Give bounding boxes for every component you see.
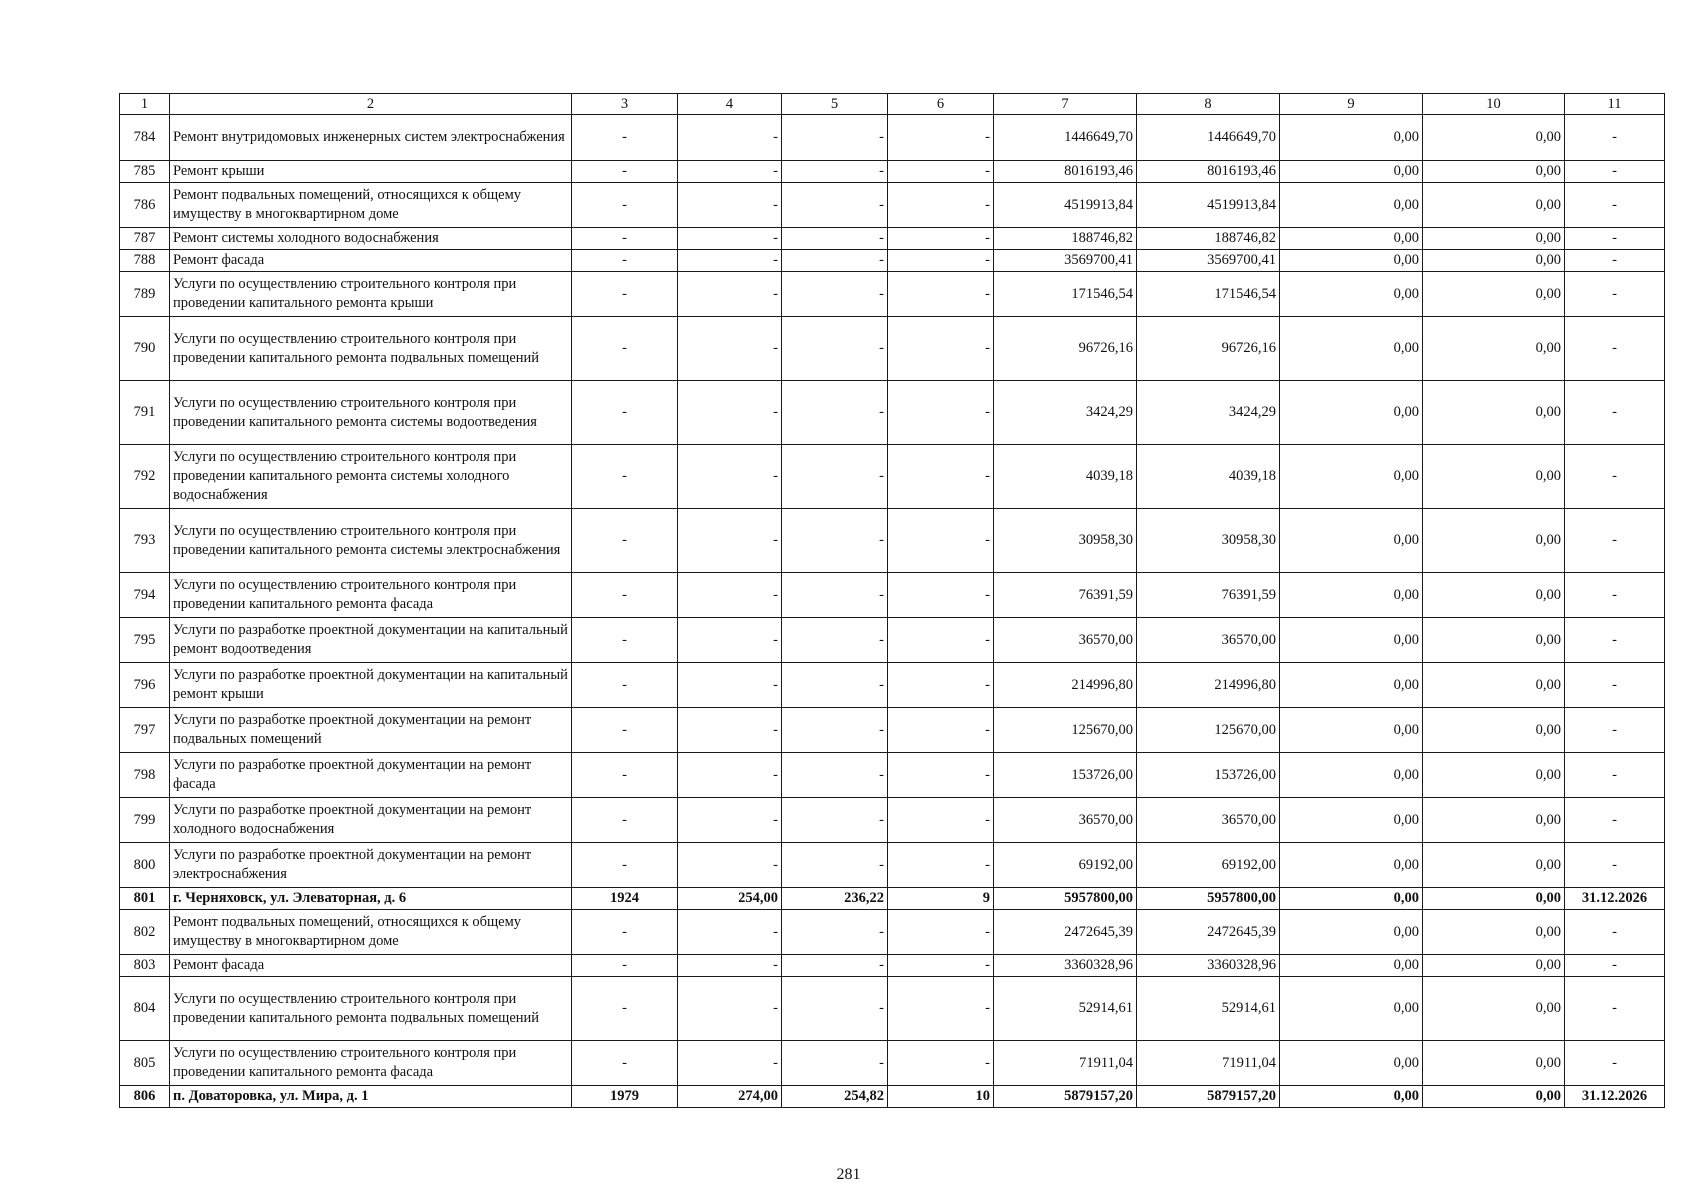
cell-col3: 1979 [572,1086,678,1108]
cell-col5: - [782,317,888,381]
cell-col3: - [572,183,678,228]
cell-col6: - [888,910,994,955]
cell-col4: - [678,708,782,753]
cell-col11: - [1565,381,1665,445]
row-name: Услуги по осуществлению строительного контроля при проведении капитального ремонта системы электроснабжения [170,509,572,573]
cell-col7: 5957800,00 [994,888,1137,910]
cell-col3: - [572,381,678,445]
cell-col7: 153726,00 [994,753,1137,798]
cell-col8: 8016193,46 [1137,161,1280,183]
cell-col9: 0,00 [1280,843,1423,888]
cell-col6: - [888,183,994,228]
cell-col10: 0,00 [1423,977,1565,1041]
cell-col5: - [782,1041,888,1086]
cell-col7: 5879157,20 [994,1086,1137,1108]
row-name: Услуги по осуществлению строительного контроля при проведении капитального ремонта системы водоотведения [170,381,572,445]
cell-col8: 214996,80 [1137,663,1280,708]
row-name: Услуги по осуществлению строительного контроля при проведении капитального ремонта подвальных помещений [170,977,572,1041]
cell-col5: 236,22 [782,888,888,910]
table-row [120,115,1665,161]
cell-col4: - [678,250,782,272]
cell-col9: 0,00 [1280,228,1423,250]
cell-col9: 0,00 [1280,910,1423,955]
cell-col3: - [572,663,678,708]
cell-col3: - [572,753,678,798]
cell-col6: 10 [888,1086,994,1108]
cell-col8: 5957800,00 [1137,888,1280,910]
col-header: 3 [572,94,678,115]
cell-col11: - [1565,445,1665,509]
cell-col4: - [678,573,782,618]
cell-col4: - [678,445,782,509]
cell-col10: 0,00 [1423,183,1565,228]
cell-col10: 0,00 [1423,955,1565,977]
cell-col10: 0,00 [1423,843,1565,888]
table-row [120,272,1665,317]
row-number: 792 [120,445,170,509]
cell-col10: 0,00 [1423,910,1565,955]
row-name: Ремонт крыши [170,161,572,183]
col-header: 6 [888,94,994,115]
row-name: Услуги по разработке проектной документации на ремонт электроснабжения [170,843,572,888]
cell-col9: 0,00 [1280,317,1423,381]
cell-col3: - [572,228,678,250]
table-row [120,843,1665,888]
row-number: 790 [120,317,170,381]
cell-col5: - [782,708,888,753]
cell-col11: - [1565,228,1665,250]
cell-col11: - [1565,618,1665,663]
table-row [120,445,1665,509]
cell-col9: 0,00 [1280,573,1423,618]
cell-col3: - [572,161,678,183]
col-header: 11 [1565,94,1665,115]
cell-col8: 3424,29 [1137,381,1280,445]
cell-col9: 0,00 [1280,618,1423,663]
cell-col10: 0,00 [1423,888,1565,910]
cell-col5: - [782,663,888,708]
cell-col3: - [572,250,678,272]
cell-col11: - [1565,708,1665,753]
row-name: п. Доваторовка, ул. Мира, д. 1 [170,1086,572,1108]
cell-col6: - [888,509,994,573]
cell-col7: 8016193,46 [994,161,1137,183]
cell-col6: - [888,317,994,381]
table-row [120,509,1665,573]
table-row [120,1086,1665,1108]
table-row [120,1041,1665,1086]
cell-col6: - [888,250,994,272]
row-name: г. Черняховск, ул. Элеваторная, д. 6 [170,888,572,910]
table-row [120,977,1665,1041]
cell-col5: - [782,250,888,272]
cell-col7: 1446649,70 [994,115,1137,161]
cell-col9: 0,00 [1280,753,1423,798]
cell-col11: - [1565,977,1665,1041]
cell-col8: 171546,54 [1137,272,1280,317]
col-header: 4 [678,94,782,115]
cell-col7: 76391,59 [994,573,1137,618]
col-header: 7 [994,94,1137,115]
row-name: Услуги по разработке проектной документации на ремонт фасада [170,753,572,798]
cell-col4: 274,00 [678,1086,782,1108]
cell-col3: - [572,115,678,161]
cell-col11: 31.12.2026 [1565,1086,1665,1108]
cell-col7: 2472645,39 [994,910,1137,955]
cell-col4: - [678,228,782,250]
cell-col9: 0,00 [1280,445,1423,509]
col-header: 2 [170,94,572,115]
cell-col9: 0,00 [1280,509,1423,573]
cell-col6: - [888,1041,994,1086]
cell-col5: 254,82 [782,1086,888,1108]
cell-col9: 0,00 [1280,888,1423,910]
cell-col6: - [888,228,994,250]
row-name: Ремонт подвальных помещений, относящихся к общему имуществу в многоквартирном доме [170,910,572,955]
cell-col10: 0,00 [1423,445,1565,509]
row-number: 801 [120,888,170,910]
row-name: Услуги по осуществлению строительного контроля при проведении капитального ремонта фасада [170,1041,572,1086]
row-name: Ремонт фасада [170,250,572,272]
row-number: 806 [120,1086,170,1108]
cell-col4: - [678,317,782,381]
cell-col10: 0,00 [1423,573,1565,618]
cell-col4: - [678,115,782,161]
cell-col4: - [678,618,782,663]
cell-col5: - [782,910,888,955]
cell-col7: 4519913,84 [994,183,1137,228]
cell-col4: - [678,272,782,317]
cell-col6: - [888,272,994,317]
cell-col3: - [572,843,678,888]
cell-col5: - [782,618,888,663]
row-number: 796 [120,663,170,708]
cell-col5: - [782,509,888,573]
table-body [120,94,1665,1108]
cell-col10: 0,00 [1423,317,1565,381]
cell-col7: 214996,80 [994,663,1137,708]
cell-col9: 0,00 [1280,115,1423,161]
cell-col3: - [572,1041,678,1086]
row-number: 791 [120,381,170,445]
cell-col7: 71911,04 [994,1041,1137,1086]
table-row [120,663,1665,708]
cell-col4: - [678,753,782,798]
cell-col7: 3424,29 [994,381,1137,445]
row-number: 802 [120,910,170,955]
header-row [120,94,1665,115]
cell-col4: 254,00 [678,888,782,910]
cell-col11: - [1565,1041,1665,1086]
cell-col5: - [782,381,888,445]
cell-col11: - [1565,955,1665,977]
cell-col11: 31.12.2026 [1565,888,1665,910]
cell-col3: - [572,955,678,977]
cell-col10: 0,00 [1423,509,1565,573]
row-number: 794 [120,573,170,618]
cell-col11: - [1565,843,1665,888]
col-header: 9 [1280,94,1423,115]
row-number: 788 [120,250,170,272]
cell-col6: - [888,573,994,618]
cell-col6: - [888,753,994,798]
cell-col10: 0,00 [1423,798,1565,843]
row-name: Ремонт фасада [170,955,572,977]
col-header: 5 [782,94,888,115]
cell-col7: 4039,18 [994,445,1137,509]
row-name: Услуги по разработке проектной документации на ремонт холодного водоснабжения [170,798,572,843]
cell-col6: - [888,955,994,977]
cell-col8: 36570,00 [1137,798,1280,843]
cell-col10: 0,00 [1423,663,1565,708]
table-row [120,228,1665,250]
table-row [120,250,1665,272]
row-name: Услуги по разработке проектной документации на ремонт подвальных помещений [170,708,572,753]
table-row [120,798,1665,843]
cell-col10: 0,00 [1423,250,1565,272]
cell-col10: 0,00 [1423,618,1565,663]
cell-col8: 125670,00 [1137,708,1280,753]
row-name: Услуги по осуществлению строительного контроля при проведении капитального ремонта системы холодного водоснабжения [170,445,572,509]
cell-col4: - [678,183,782,228]
cell-col6: - [888,663,994,708]
row-number: 804 [120,977,170,1041]
cell-col8: 96726,16 [1137,317,1280,381]
cell-col7: 3360328,96 [994,955,1137,977]
cell-col11: - [1565,250,1665,272]
cell-col8: 1446649,70 [1137,115,1280,161]
row-number: 786 [120,183,170,228]
row-name: Услуги по разработке проектной документации на капитальный ремонт водоотведения [170,618,572,663]
cell-col3: - [572,708,678,753]
cell-col11: - [1565,317,1665,381]
cell-col7: 171546,54 [994,272,1137,317]
cell-col6: - [888,708,994,753]
cell-col10: 0,00 [1423,161,1565,183]
cell-col5: - [782,272,888,317]
cell-col3: - [572,272,678,317]
cell-col3: - [572,509,678,573]
cell-col11: - [1565,753,1665,798]
cell-col8: 2472645,39 [1137,910,1280,955]
cell-col11: - [1565,272,1665,317]
table-row [120,381,1665,445]
cell-col5: - [782,115,888,161]
col-header: 8 [1137,94,1280,115]
cell-col6: 9 [888,888,994,910]
table-row [120,573,1665,618]
page-number: 281 [836,1166,861,1183]
cell-col8: 188746,82 [1137,228,1280,250]
cell-col5: - [782,183,888,228]
cell-col11: - [1565,509,1665,573]
cell-col7: 69192,00 [994,843,1137,888]
cell-col7: 52914,61 [994,977,1137,1041]
cell-col8: 3569700,41 [1137,250,1280,272]
table-row [120,955,1665,977]
table-row [120,161,1665,183]
table-row [120,317,1665,381]
cell-col9: 0,00 [1280,381,1423,445]
cell-col8: 71911,04 [1137,1041,1280,1086]
cell-col3: - [572,977,678,1041]
cell-col9: 0,00 [1280,250,1423,272]
cell-col8: 3360328,96 [1137,955,1280,977]
row-name: Услуги по разработке проектной документации на капитальный ремонт крыши [170,663,572,708]
cell-col5: - [782,445,888,509]
cell-col3: - [572,618,678,663]
cell-col11: - [1565,115,1665,161]
cell-col9: 0,00 [1280,663,1423,708]
cell-col6: - [888,798,994,843]
cell-col4: - [678,843,782,888]
cell-col5: - [782,843,888,888]
cell-col3: - [572,910,678,955]
table-row [120,618,1665,663]
row-number: 797 [120,708,170,753]
cell-col9: 0,00 [1280,1041,1423,1086]
cell-col6: - [888,843,994,888]
cell-col11: - [1565,183,1665,228]
cell-col10: 0,00 [1423,753,1565,798]
cell-col9: 0,00 [1280,272,1423,317]
row-number: 784 [120,115,170,161]
cell-col3: - [572,573,678,618]
cell-col6: - [888,161,994,183]
cell-col3: - [572,317,678,381]
col-header: 10 [1423,94,1565,115]
table-row [120,910,1665,955]
cell-col10: 0,00 [1423,381,1565,445]
cell-col9: 0,00 [1280,161,1423,183]
row-name: Услуги по осуществлению строительного контроля при проведении капитального ремонта крыши [170,272,572,317]
col-header: 1 [120,94,170,115]
cell-col3: - [572,798,678,843]
row-number: 785 [120,161,170,183]
cell-col7: 36570,00 [994,618,1137,663]
cell-col6: - [888,115,994,161]
cell-col6: - [888,381,994,445]
cell-col6: - [888,445,994,509]
row-number: 805 [120,1041,170,1086]
cell-col11: - [1565,573,1665,618]
cell-col10: 0,00 [1423,272,1565,317]
cell-col8: 76391,59 [1137,573,1280,618]
row-number: 793 [120,509,170,573]
cell-col4: - [678,798,782,843]
cell-col11: - [1565,663,1665,708]
cell-col9: 0,00 [1280,955,1423,977]
cell-col10: 0,00 [1423,1086,1565,1108]
capital-repair-table [119,93,1665,1108]
cell-col7: 30958,30 [994,509,1137,573]
cell-col9: 0,00 [1280,977,1423,1041]
cell-col9: 0,00 [1280,1086,1423,1108]
cell-col4: - [678,910,782,955]
row-name: Услуги по осуществлению строительного контроля при проведении капитального ремонта фасада [170,573,572,618]
cell-col11: - [1565,161,1665,183]
cell-col8: 4519913,84 [1137,183,1280,228]
cell-col4: - [678,381,782,445]
table-row [120,183,1665,228]
cell-col10: 0,00 [1423,228,1565,250]
row-number: 789 [120,272,170,317]
cell-col9: 0,00 [1280,183,1423,228]
cell-col5: - [782,798,888,843]
cell-col9: 0,00 [1280,798,1423,843]
cell-col4: - [678,509,782,573]
cell-col7: 125670,00 [994,708,1137,753]
row-number: 795 [120,618,170,663]
cell-col8: 153726,00 [1137,753,1280,798]
cell-col10: 0,00 [1423,708,1565,753]
cell-col5: - [782,977,888,1041]
cell-col5: - [782,753,888,798]
cell-col4: - [678,955,782,977]
cell-col4: - [678,977,782,1041]
cell-col5: - [782,228,888,250]
cell-col5: - [782,161,888,183]
cell-col11: - [1565,910,1665,955]
cell-col8: 30958,30 [1137,509,1280,573]
cell-col7: 96726,16 [994,317,1137,381]
row-number: 800 [120,843,170,888]
cell-col3: 1924 [572,888,678,910]
cell-col11: - [1565,798,1665,843]
cell-col9: 0,00 [1280,708,1423,753]
cell-col3: - [572,445,678,509]
row-number: 799 [120,798,170,843]
cell-col7: 3569700,41 [994,250,1137,272]
row-name: Услуги по осуществлению строительного контроля при проведении капитального ремонта подвальных помещений [170,317,572,381]
table-row [120,708,1665,753]
row-name: Ремонт системы холодного водоснабжения [170,228,572,250]
cell-col4: - [678,663,782,708]
cell-col4: - [678,1041,782,1086]
cell-col6: - [888,977,994,1041]
table-row [120,888,1665,910]
cell-col8: 5879157,20 [1137,1086,1280,1108]
row-number: 787 [120,228,170,250]
cell-col8: 52914,61 [1137,977,1280,1041]
cell-col10: 0,00 [1423,1041,1565,1086]
cell-col6: - [888,618,994,663]
cell-col8: 4039,18 [1137,445,1280,509]
cell-col7: 188746,82 [994,228,1137,250]
row-name: Ремонт подвальных помещений, относящихся к общему имуществу в многоквартирном доме [170,183,572,228]
cell-col7: 36570,00 [994,798,1137,843]
row-name: Ремонт внутридомовых инженерных систем электроснабжения [170,115,572,161]
cell-col5: - [782,573,888,618]
row-number: 803 [120,955,170,977]
cell-col4: - [678,161,782,183]
cell-col5: - [782,955,888,977]
cell-col8: 36570,00 [1137,618,1280,663]
row-number: 798 [120,753,170,798]
table-row [120,753,1665,798]
cell-col8: 69192,00 [1137,843,1280,888]
cell-col10: 0,00 [1423,115,1565,161]
